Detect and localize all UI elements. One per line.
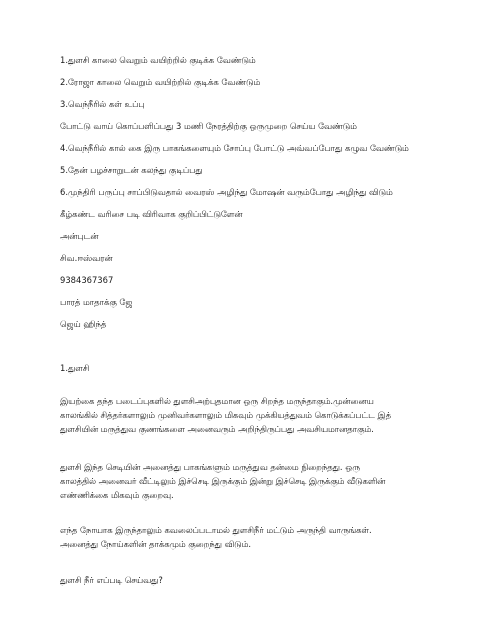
signature-name: சிவ.ஈஸ்வரன் xyxy=(60,253,113,263)
question-heading: துளசி நீர் எப்படி செய்வது? xyxy=(60,575,163,585)
list-item-6: 6.முந்திரி பருப்பு சாப்பிடுவதால் வைரஸ் அழிந்து மோஷன் வரும்போது அழிந்து விடும் xyxy=(60,187,393,197)
paragraph-intro xyxy=(60,394,432,436)
paragraph-line: காலத்தில் அனைவர் வீட்டிலும் இச்செடி இருக்கும் இன்று இச்செடி இருக்கும் வீடுகளின் xyxy=(60,476,386,486)
paragraph-line: எந்த நோயாக இருந்தாலும் கவலைப்படாமல் துளசிநீர் மட்டும் அருந்தி வாருங்கள். xyxy=(60,525,372,535)
paragraph-line: துளசியின் மருத்துவ குணங்களை அனைவரும் அறிந்திருப்பது அவசியமானதாகும். xyxy=(60,424,374,434)
paragraph-plant xyxy=(60,460,432,502)
signature-phone: 9384367367 xyxy=(60,275,114,285)
signature-slogan-1: பாரத் மாதாக்கு ஜே xyxy=(60,297,133,307)
signature-regards: அன்புடன் xyxy=(60,231,99,241)
paragraph-line: துளசி இந்த செடியின் அனைத்து பாகங்களும் மருத்துவ தன்மை நிறைந்தது. ஒரு xyxy=(60,462,361,472)
list-item-3-continued: போட்டு வாய் கொப்பளிப்பது 3 மணி நேரத்திற்கு ஒருமுறை செய்ய வேண்டும் xyxy=(60,121,357,131)
list-item-2: 2.ரோஜா காலை வெறும் வயிற்றில் குடிக்க வேண்டும் xyxy=(60,77,261,87)
section-title: 1.துளசி xyxy=(60,363,90,373)
list-item-3: 3.வெந்நீரில் கள் உப்பு xyxy=(60,99,145,109)
list-item-4: 4.வெந்நீரில் கால் கை இரு பாகங்களையும் சோப்பு போட்டு அவ்வப்போது கழுவ வேண்டும் xyxy=(60,143,409,153)
paragraph-line: காலங்கில் சித்தர்களாலும் முனிவர்களாலும் மிகவும் முக்கியத்துவம் கொடுக்கப்பட்ட இத் xyxy=(60,410,392,420)
list-item-5: 5.தேன் பழச்சாறுடன் கலந்து குடிப்பது xyxy=(60,165,203,175)
detail-note: கீழ்கண்ட வரிசை படி விரிவாக குறிப்பிட்டுளேன் xyxy=(60,209,243,219)
paragraph-line: அனைத்து நோய்களின் தாக்கமும் குறைந்து விடும். xyxy=(60,539,251,549)
list-item-1: 1.துளசி காலை வெறும் வயிற்றில் குடிக்க வேண்டும் xyxy=(60,55,256,65)
paragraph-advice xyxy=(60,523,432,551)
paragraph-line: எண்ணிக்கை மிகவும் குறைவு. xyxy=(60,490,174,500)
signature-slogan-2: ஜெய் ஹிந்த் xyxy=(60,319,107,329)
paragraph-line: இயற்கை தந்த படைப்புகளில் துளசிஅற்புதமான ஒரு சிறந்த மருந்தாகும்.முன்னைய xyxy=(60,396,374,406)
